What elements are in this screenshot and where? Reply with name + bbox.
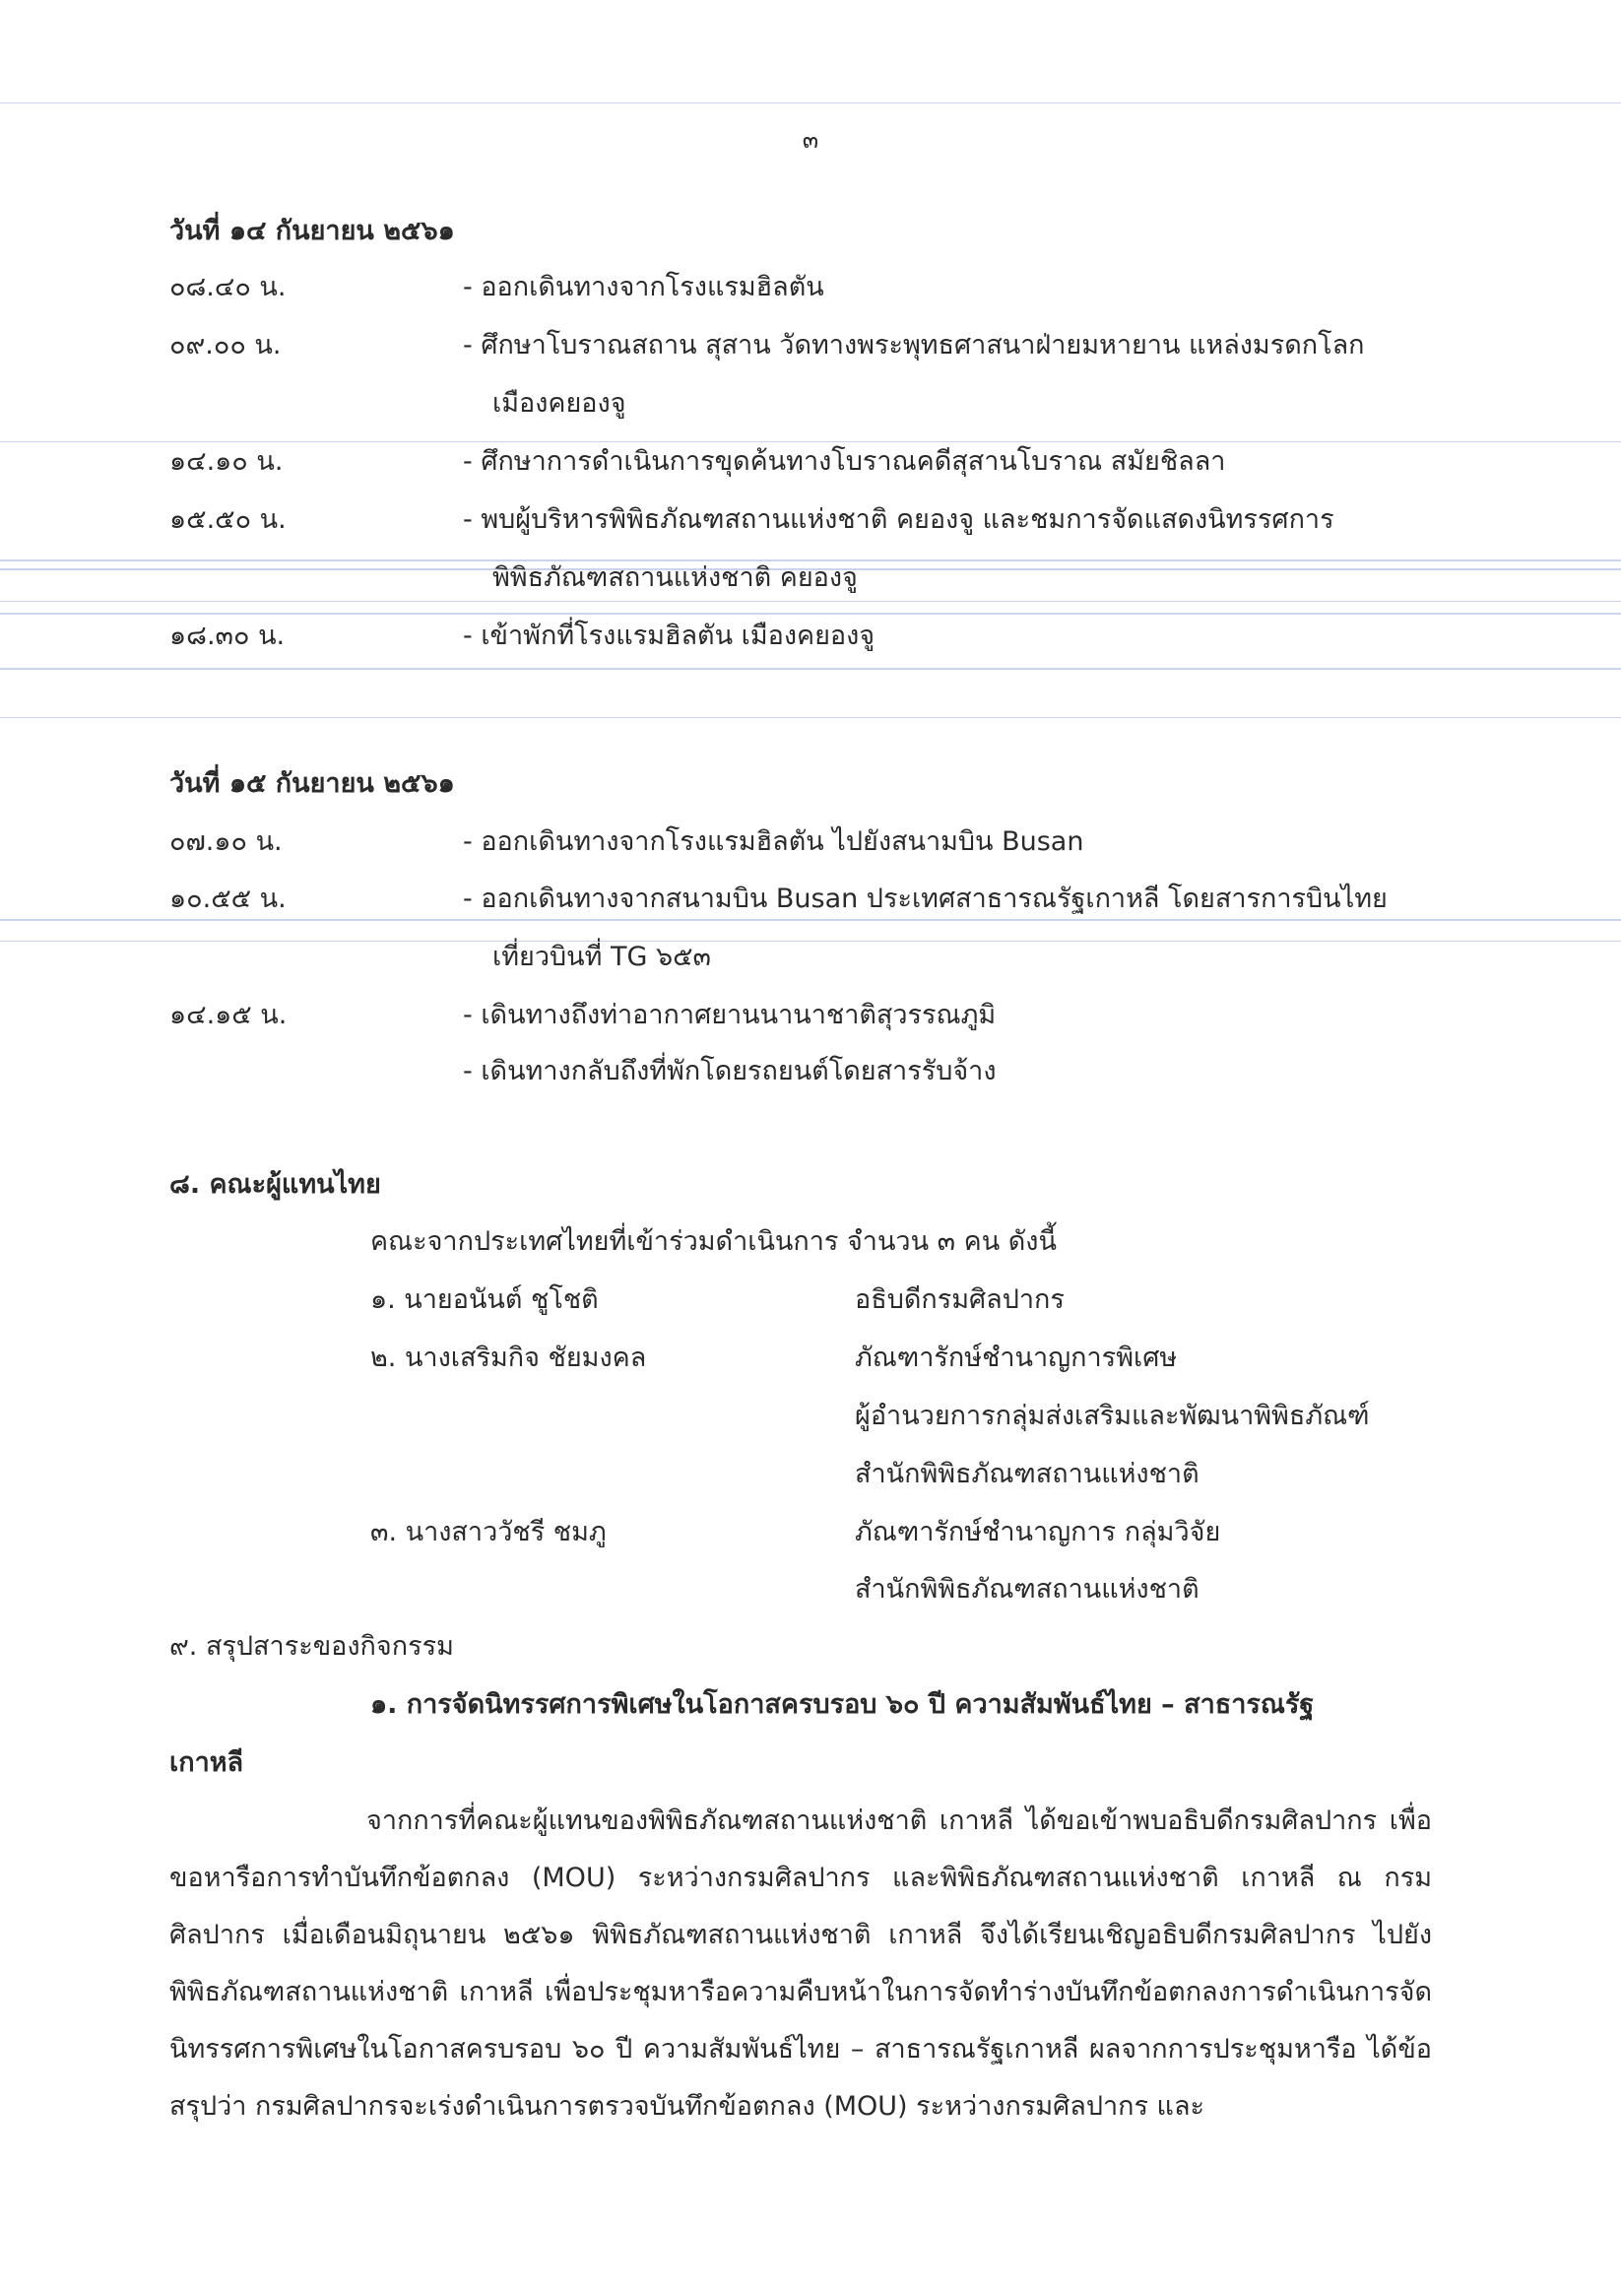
day1-activity: - ออกเดินทางจากโรงแรมฮิลตัน <box>463 272 824 302</box>
day1-activity: - ศึกษาโบราณสถาน สุสาน วัดทางพระพุทธศาสนาฝ่ายมหายาน แหล่งมรดกโลก <box>463 330 1365 361</box>
section9-subheading: ๑. การจัดนิทรรศการพิเศษในโอกาสครบรอบ ๖๐ ปี ความสัมพันธ์ไทย – สาธารณรัฐ <box>370 1689 1315 1720</box>
section8-intro: คณะจากประเทศไทยที่เข้าร่วมดำเนินการ จำนวน ๓ คน ดังนี้ <box>370 1226 1057 1257</box>
section9-paragraph <box>169 1793 1432 2135</box>
member-position: ผู้อำนวยการกลุ่มส่งเสริมและพัฒนาพิพิธภัณฑ์ <box>855 1401 1370 1431</box>
day2-activity: - ออกเดินทางจากสนามบิน Busan ประเทศสาธารณรัฐเกาหลี โดยสารการบินไทย <box>463 884 1388 914</box>
day1-time: ๑๔.๑๐ น. <box>169 446 284 477</box>
member-position: สำนักพิพิธภัณฑสถานแห่งชาติ <box>855 1459 1200 1489</box>
day2-date-heading: วันที่ ๑๕ กันยายน ๒๕๖๑ <box>169 768 455 799</box>
day1-time: ๑๕.๕๐ น. <box>169 504 287 535</box>
member-position: อธิบดีกรมศิลปากร <box>855 1284 1065 1315</box>
member-name: ๓. นางสาววัชรี ชมภู <box>370 1517 607 1547</box>
day2-activity-continuation: เที่ยวบินที่ TG ๖๕๓ <box>492 942 712 972</box>
day2-activity: - เดินทางกลับถึงที่พักโดยรถยนต์โดยสารรับจ้าง <box>463 1056 997 1086</box>
day1-activity: - พบผู้บริหารพิพิธภัณฑสถานแห่งชาติ คยองจู และชมการจัดแสดงนิทรรศการ <box>463 504 1334 535</box>
member-name: ๒. นางเสริมกิจ ชัยมงคล <box>370 1343 647 1373</box>
page-number: ๓ <box>802 126 819 154</box>
section9-subheading-continuation: เกาหลี <box>169 1747 244 1778</box>
section9-paragraph-text: จากการที่คณะผู้แทนของพิพิธภัณฑสถานแห่งชาติ เกาหลี ได้ขอเข้าพบอธิบดีกรมศิลปากร เพื่อขอหารือการทำบันทึกข้อตกลง (MOU) ระหว่างกรมศิลปากร และพิพิธภัณฑสถานแห่งชาติ เกาหลี ณ กรมศิลปากร เมื่อเดือนมิถุนายน ๒๕๖๑ พิพิธภัณฑสถานแห่งชาติ เกาหลี จึงได้เรียนเชิญอธิบดีกรมศิลปากร ไปยังพิพิธภัณฑสถานแห่งชาติ เกาหลี เพื่อประชุมหารือความคืบหน้าในการจัดทำร่างบันทึกข้อตกลงการดำเนินการจัดนิทรรศการพิเศษในโอกาสครบรอบ ๖๐ ปี ความสัมพันธ์ไทย – สาธารณรัฐเกาหลี ผลจากการประชุมหารือ ได้ข้อสรุปว่า กรมศิลปากรจะเร่งดำเนินการตรวจบันทึกข้อตกลง (MOU) ระหว่างกรมศิลปากร และ <box>169 1805 1432 2122</box>
scan-artifact-line <box>0 919 1621 921</box>
section9-heading: ๙. สรุปสาระของกิจกรรม <box>169 1631 454 1662</box>
day1-time: ๐๘.๔๐ น. <box>169 272 287 302</box>
scan-artifact-line <box>0 668 1621 670</box>
day1-time: ๑๘.๓๐ น. <box>169 621 286 651</box>
scan-artifact-line <box>0 941 1621 942</box>
section8-heading: ๘. คณะผู้แทนไทย <box>169 1169 381 1200</box>
day1-date-heading: วันที่ ๑๔ กันยายน ๒๕๖๑ <box>169 216 455 246</box>
scan-artifact-line <box>0 601 1621 602</box>
scan-artifact-line <box>0 717 1621 718</box>
day2-time: ๑๔.๑๕ น. <box>169 1000 288 1030</box>
member-position: ภัณฑารักษ์ชำนาญการ กลุ่มวิจัย <box>855 1517 1221 1547</box>
scan-artifact-line <box>0 613 1621 615</box>
day1-activity-continuation: เมืองคยองจู <box>492 388 626 419</box>
day2-time: ๑๐.๕๕ น. <box>169 884 287 914</box>
day1-activity-continuation: พิพิธภัณฑสถานแห่งชาติ คยองจู <box>492 562 858 593</box>
member-position: ภัณฑารักษ์ชำนาญการพิเศษ <box>855 1343 1178 1373</box>
day2-activity: - ออกเดินทางจากโรงแรมฮิลตัน ไปยังสนามบิน Busan <box>463 826 1084 857</box>
member-position: สำนักพิพิธภัณฑสถานแห่งชาติ <box>855 1574 1200 1605</box>
day1-time: ๐๙.๐๐ น. <box>169 330 282 361</box>
day1-activity: - เข้าพักที่โรงแรมฮิลตัน เมืองคยองจู <box>463 621 875 651</box>
scan-artifact-line <box>0 102 1621 103</box>
day2-time: ๐๗.๑๐ น. <box>169 826 283 857</box>
day2-activity: - เดินทางถึงท่าอากาศยานนานาชาติสุวรรณภูมิ <box>463 1000 997 1030</box>
member-name: ๑. นายอนันต์ ชูโชติ <box>370 1284 599 1315</box>
day1-activity: - ศึกษาการดำเนินการขุดค้นทางโบราณคดีสุสานโบราณ สมัยชิลลา <box>463 446 1226 477</box>
